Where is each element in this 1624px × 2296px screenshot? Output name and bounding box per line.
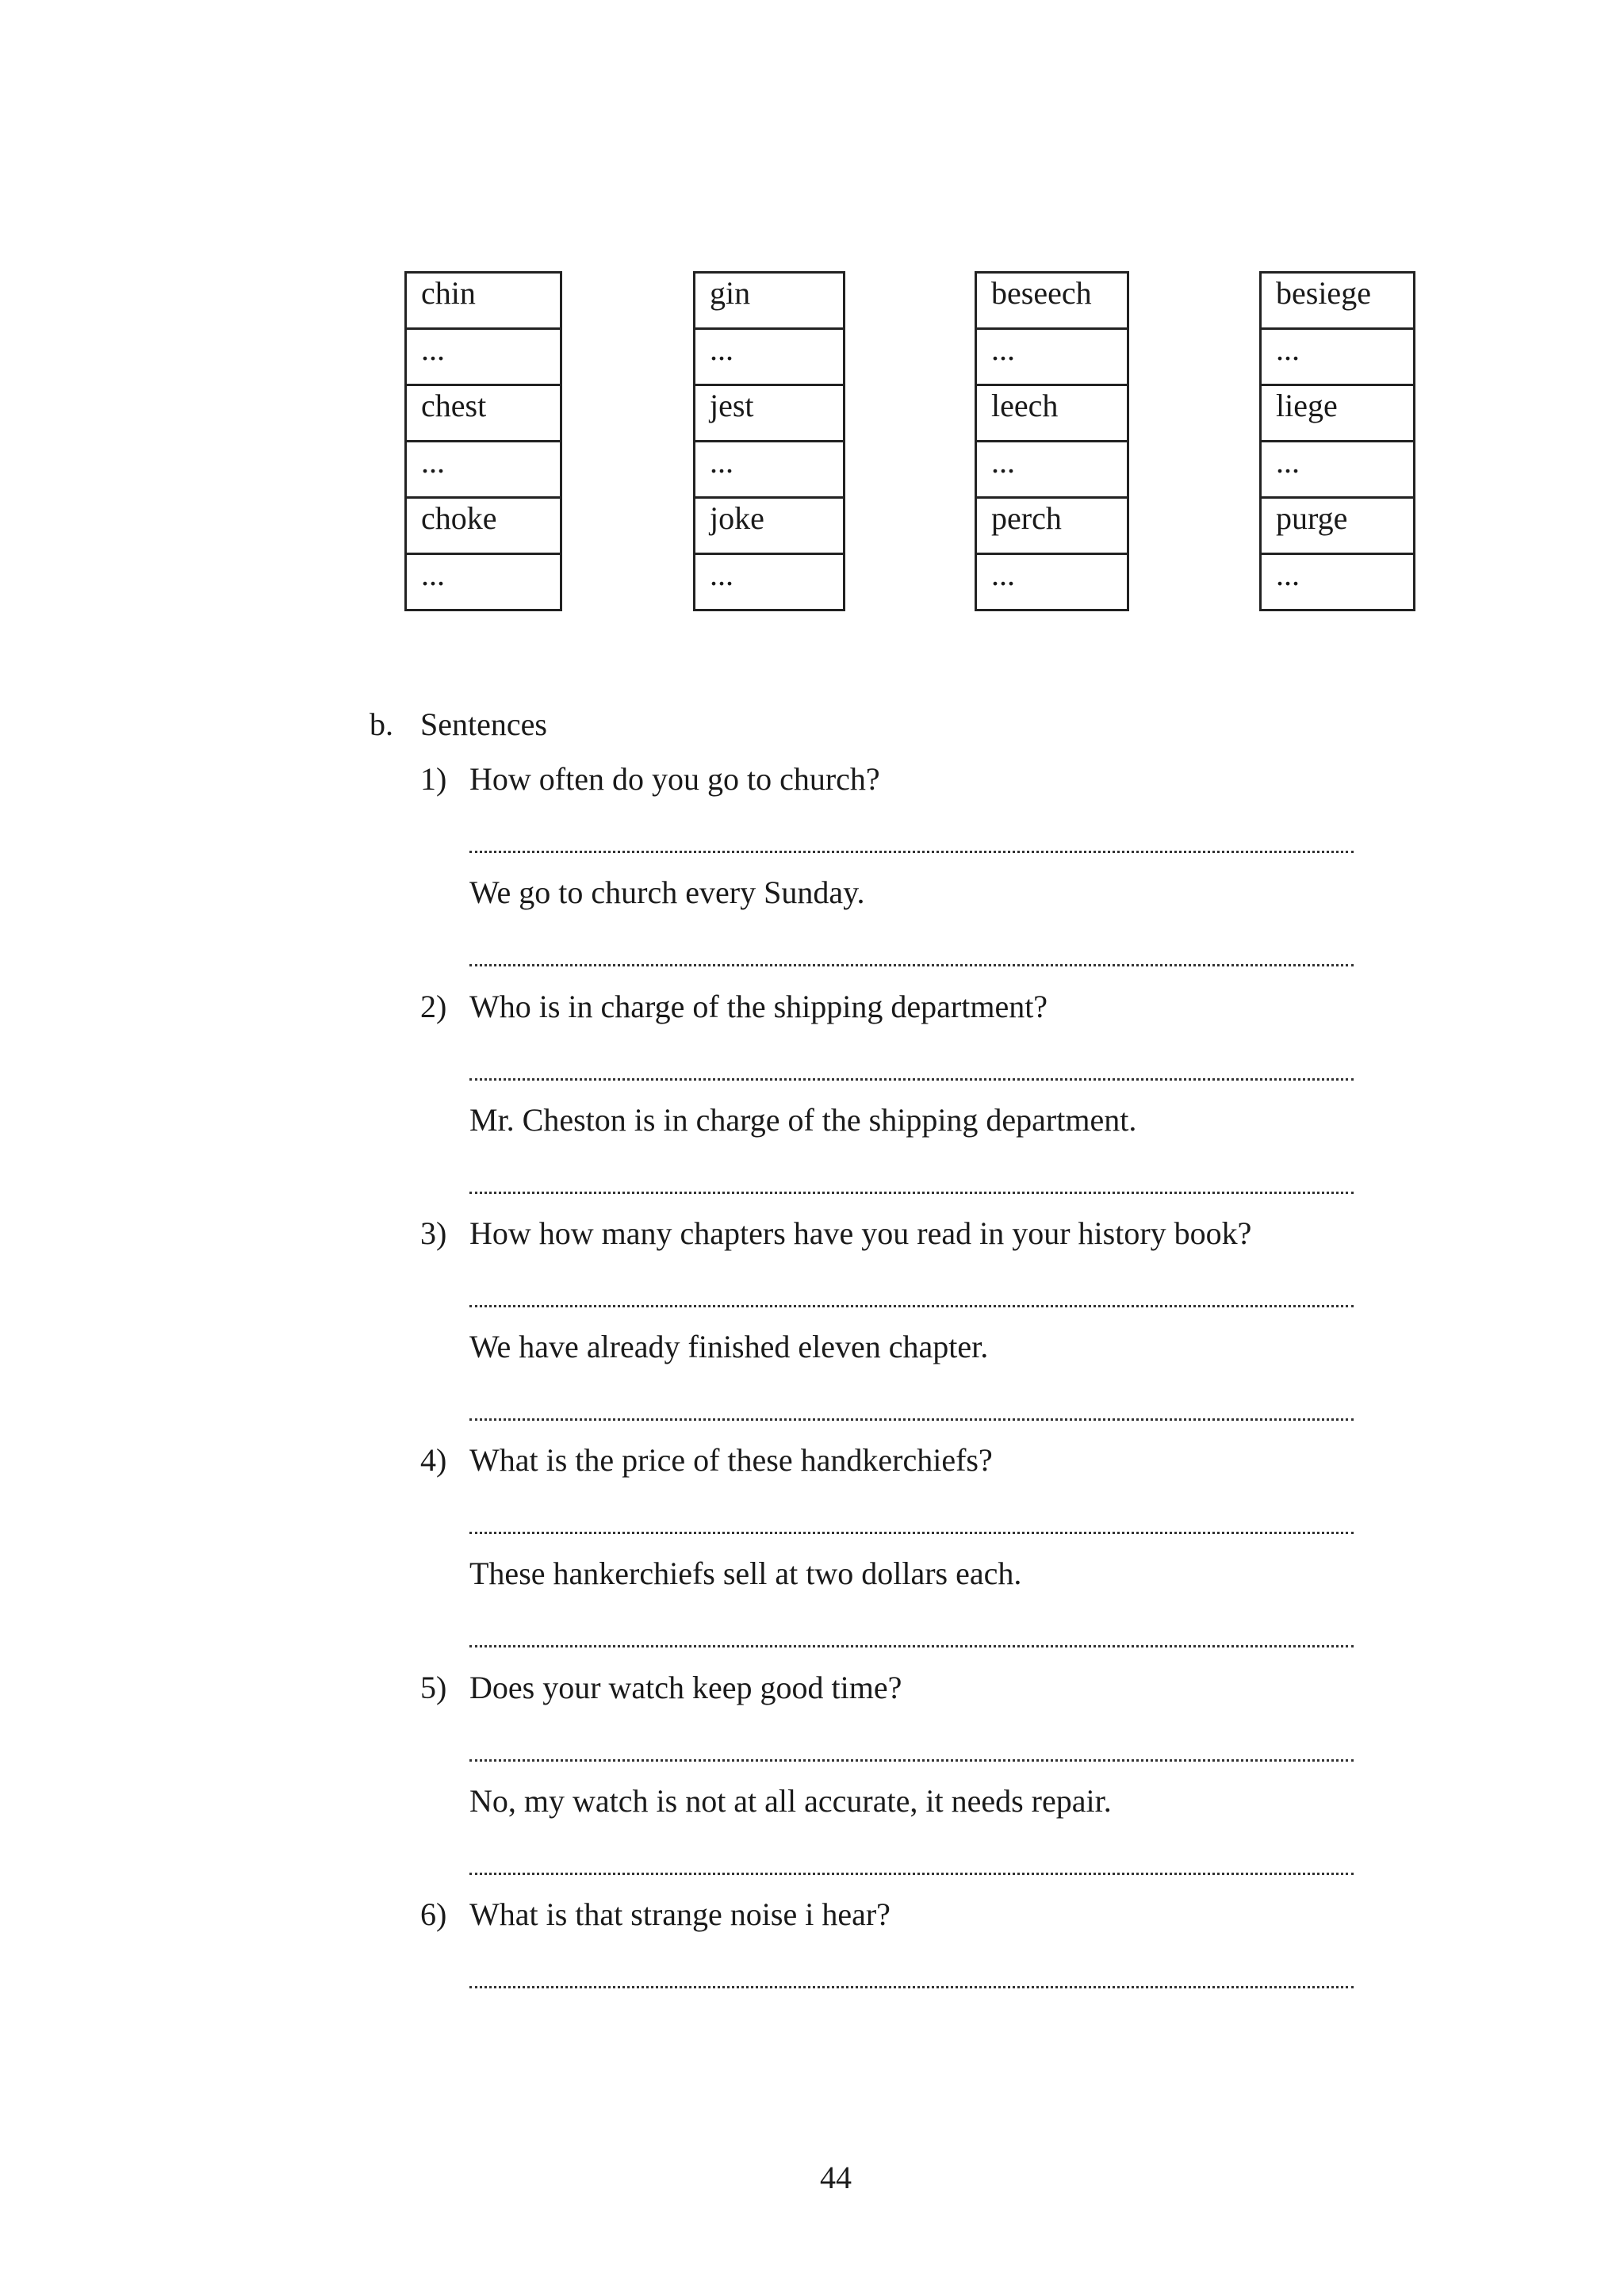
page-number: 44 <box>820 2160 852 2195</box>
word-cell: ... <box>976 442 1128 498</box>
word-cell: ... <box>406 329 561 385</box>
question-text: Does your watch keep good time? <box>469 1670 902 1705</box>
word-cell: ... <box>695 329 845 385</box>
question-text: Who is in charge of the shipping department? <box>469 989 1048 1024</box>
word-cell: leech <box>976 385 1128 442</box>
answer-text: Mr. Cheston is in charge of the shipping department. <box>469 1102 1137 1138</box>
word-cell: ... <box>976 554 1128 610</box>
word-cell: chin <box>406 273 561 329</box>
answer-text: We have already finished eleven chapter. <box>469 1329 989 1364</box>
word-cell: besiege <box>1261 273 1415 329</box>
answer-text: We go to church every Sunday. <box>469 874 865 910</box>
word-cell: ... <box>695 554 845 610</box>
word-cell: ... <box>406 442 561 498</box>
answer-line <box>469 851 1354 853</box>
word-table-1 <box>404 271 562 611</box>
word-cell: ... <box>976 329 1128 385</box>
answer-line <box>469 1873 1354 1875</box>
item-number: 2) <box>420 989 447 1024</box>
word-table-3 <box>975 271 1129 611</box>
question-text: What is the price of these handkerchiefs? <box>469 1442 993 1478</box>
word-cell: gin <box>695 273 845 329</box>
word-table-4 <box>1259 271 1415 611</box>
question-text: How how many chapters have you read in your history book? <box>469 1215 1252 1251</box>
word-cell: liege <box>1261 385 1415 442</box>
answer-line <box>469 964 1354 966</box>
word-cell: beseech <box>976 273 1128 329</box>
question-text: What is that strange noise i hear? <box>469 1896 891 1932</box>
answer-line <box>469 1192 1354 1194</box>
item-number: 4) <box>420 1442 447 1478</box>
word-cell: ... <box>695 442 845 498</box>
word-cell: ... <box>406 554 561 610</box>
question-text: How often do you go to church? <box>469 761 880 797</box>
word-cell: jest <box>695 385 845 442</box>
word-cell: purge <box>1261 498 1415 554</box>
word-cell: joke <box>695 498 845 554</box>
word-cell: perch <box>976 498 1128 554</box>
word-cell: choke <box>406 498 561 554</box>
answer-line <box>469 1986 1354 1988</box>
answer-line <box>469 1305 1354 1307</box>
answer-text: These hankerchiefs sell at two dollars each. <box>469 1556 1022 1591</box>
word-cell: ... <box>1261 554 1415 610</box>
answer-line <box>469 1645 1354 1647</box>
section-title: Sentences <box>420 706 547 742</box>
word-cell: chest <box>406 385 561 442</box>
item-number: 5) <box>420 1670 447 1705</box>
item-number: 1) <box>420 761 447 797</box>
word-cell: ... <box>1261 329 1415 385</box>
answer-line <box>469 1078 1354 1081</box>
word-cell: ... <box>1261 442 1415 498</box>
answer-line <box>469 1418 1354 1421</box>
word-table-2 <box>693 271 845 611</box>
item-number: 6) <box>420 1896 447 1932</box>
section-marker: b. <box>370 706 393 742</box>
answer-text: No, my watch is not at all accurate, it needs repair. <box>469 1783 1112 1819</box>
answer-line <box>469 1532 1354 1534</box>
item-number: 3) <box>420 1215 447 1251</box>
answer-line <box>469 1759 1354 1762</box>
